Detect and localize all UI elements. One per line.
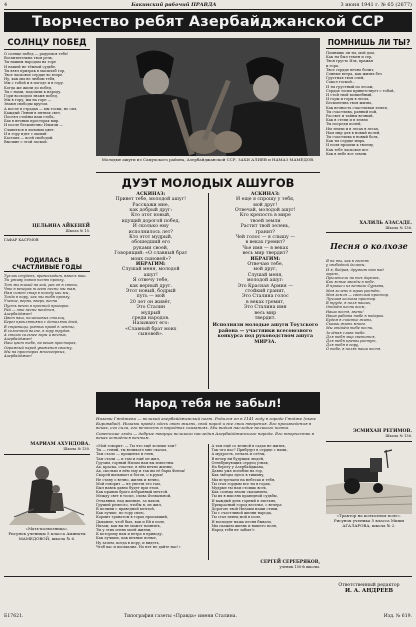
song-line: зорою, xyxy=(326,271,339,276)
story-col-right xyxy=(208,444,321,560)
masthead-name: Бакинский рабочий xyxy=(131,1,190,8)
poem1-title: СОЛНЦУ ПОБЕД xyxy=(4,38,90,50)
story-line: Отчаянии, над жизнью, за пахом, xyxy=(96,498,161,503)
poem1-school: Школа № 15. xyxy=(65,229,90,233)
duet-line: исполнилось лет? xyxy=(128,229,173,235)
poem-line: Цвет наш, неласковых столиц, xyxy=(4,316,66,321)
story-line: А мудрость, печаль и слёзы, xyxy=(211,452,266,457)
duet-line: Я отвечу тебе, xyxy=(132,278,169,284)
story-line: Между свет в тоске, слова Фозвальной, xyxy=(96,494,172,499)
poem-line: Наш цвет тебе, на веков просторах, xyxy=(4,341,77,346)
duet-verse-2 xyxy=(96,267,206,337)
poem2-signature: МАРИАМ АХУНДОВА. xyxy=(30,442,90,448)
poem-line: Гори восходом знамя побед, xyxy=(4,94,58,99)
song-line: Мы отдаём тебе песни, xyxy=(326,326,374,331)
duet-line: весь мир xyxy=(254,310,277,316)
duet-line: 20 лет он живёт, xyxy=(129,299,172,305)
song-line: Я пришел из вечного Сурхана, xyxy=(326,284,385,289)
story-columns xyxy=(96,444,320,560)
masthead-word: ПРАВДА xyxy=(191,1,217,8)
poem-line: Огромный народ уважения своему, xyxy=(4,345,73,350)
duet-line: И сколько ему xyxy=(132,224,169,230)
story-line: «Мой говорит: — Ты что ещё хочешь там? xyxy=(96,443,177,448)
story-line: Грушей ремесло, чтобы я, он жил, xyxy=(96,502,162,507)
story-line: Ты у этих огнях моей жизни, xyxy=(96,528,152,533)
story-line: Ты стал гордым все ты в горах, xyxy=(211,481,271,486)
duet-line: И еще я спрошу у тебя, xyxy=(236,197,295,203)
story-line: Так что нас? Прибудут в сердце с нами, xyxy=(211,448,288,453)
duet-line: сыновей». xyxy=(138,332,164,338)
poem-line: Ты счастлива в новый боль, xyxy=(326,135,379,140)
footer-printer: Типография газеты «Правда» имени Сталина. xyxy=(124,614,237,619)
story-line: Чтоб вас и восхвалил. Но нет не дайте нас!» xyxy=(96,544,181,549)
duet-speaker-i-2: ИБРАГИМ: xyxy=(250,256,281,262)
poem-line: Твое ласковое сердце во взоре. xyxy=(4,73,64,78)
duet-line: Привет тебе, молодой ашуг! xyxy=(115,197,186,203)
story-line: А там ещё со вечной в садах не жизнь, xyxy=(211,443,286,448)
story-line: Огнебушующих сердец узнав, xyxy=(211,460,269,465)
story-line: Как правых брато избранный мечтой. xyxy=(96,490,169,495)
poem-line: Им земли и в лесах в лесах, xyxy=(326,126,380,131)
poem-line: Когда же жили до побед, xyxy=(4,85,53,90)
story-line: В вечер ни будущих людей, xyxy=(211,456,265,461)
duet-line: обошедший его xyxy=(131,240,171,246)
story-line: Ты стал певец мой в поле, xyxy=(211,515,262,520)
story-banner: Народ тебя не забыл! xyxy=(96,392,320,414)
duet-col-right xyxy=(209,193,321,389)
poem-line: Посеял стойны наш стоба, xyxy=(4,115,55,120)
poem-line: И стой твой волшебный, xyxy=(326,93,373,98)
story-line: Ну зачем, когда в пору, и видеть, xyxy=(96,540,160,545)
right-drawing-caption-title: «Трактор на колхозном поле». xyxy=(336,513,402,519)
mother-drawing xyxy=(4,455,90,527)
ashugs-photo xyxy=(96,38,320,156)
story-col-left xyxy=(96,444,208,560)
poem-line: И поля прошли к твоему, xyxy=(326,143,375,148)
poem-line: Кастань — всей свободой. xyxy=(4,136,54,141)
poem-line: Каждый Ленин в пятнах свет, xyxy=(4,110,62,115)
song-line: Моя зелень в горах растёт, xyxy=(326,288,381,293)
poem-line: Как тебе ласковое все xyxy=(326,147,369,152)
song-signature: ЭСМИХАН РЕГИМОВ. xyxy=(352,429,412,435)
story-line: Как лучшие, как вечные ясные, xyxy=(96,536,157,541)
duet-line: Кто этот мудрый, xyxy=(129,235,173,241)
story-line: В полыни с праведной мечтой, xyxy=(96,507,155,512)
poem-line: Как в небе все земли. xyxy=(326,151,368,156)
story-line: Как звёзды здесь в тишину, xyxy=(211,473,265,478)
poem-line: И ты грустный по лесам, xyxy=(326,84,374,89)
poem-line: В страницы, ровных правд в ленты, xyxy=(4,324,75,329)
left-drawing-caption-title: «Мать-колхозница». xyxy=(25,526,69,532)
poem2-title: РОДИЛАСЬ В СЧАСТЛИВЫЕ ГОДЫ xyxy=(4,257,90,272)
duet-line: молодой ашуг: xyxy=(246,278,284,284)
right-poem-signature: ХАЛИЛЬ АЗАСАДЕ. xyxy=(359,221,412,226)
story-line: Мы скажем жизнь и нашего поля, xyxy=(211,523,278,528)
duet-line: ашуг! xyxy=(143,272,158,278)
song-line: у свободной долины, xyxy=(326,263,366,268)
poem-line: Ты посреди полей, xyxy=(326,122,362,127)
story-line: На берегу у Азербайджана, xyxy=(211,464,265,469)
poem1-signature: ЦЕЛЬИНА АЙКЕНЕЙ xyxy=(32,224,90,229)
story-line: Там стали — и там и ещё он жил, xyxy=(96,456,160,461)
duet-line: как добрый друг: xyxy=(129,208,173,214)
duet-line: Кто этот новый, xyxy=(130,213,171,219)
story-line: Давно уже погибли на гор, xyxy=(211,469,263,474)
poem-line: Азербайджан! xyxy=(4,337,33,342)
poem-line: Тогда в пору, как мы тебя пронзу, xyxy=(4,295,71,300)
song-line: Прилетели на тех дорогах, xyxy=(326,276,380,281)
poem-line: Берег проклятьями с деталями дней, xyxy=(4,320,79,325)
duet-line: мой друг, xyxy=(253,267,278,273)
song-line: Сказки жить много. xyxy=(326,322,367,327)
song-line: Отдаём песни всем, xyxy=(326,305,366,310)
poem-line: А стоим сильнее горы и вечных, xyxy=(4,333,67,338)
issue-date: 3 июня 1941 г. № 65 (2677) xyxy=(340,1,412,8)
duet-title: ДУЭТ МОЛОДЫХ АШУГОВ xyxy=(121,176,295,190)
poem-line: Нам мир для в новый полей, xyxy=(326,130,381,135)
ashugs-photo-image xyxy=(96,38,320,156)
poem-line: Рассвет и тайны вечный, xyxy=(326,114,374,119)
song-title: Песня о колхозе xyxy=(330,240,408,251)
song-line: Я на ты, как в гостях xyxy=(326,259,369,264)
poem1-body xyxy=(4,52,90,224)
duet-line: мудрый xyxy=(141,310,161,316)
song-body xyxy=(326,259,412,429)
story-line: Как солнца знали сказанием, xyxy=(211,490,268,495)
duet-verse-3 xyxy=(211,197,321,256)
page-number: 4 xyxy=(4,1,8,8)
story-line: Мудрые ты нам стоишь всех, xyxy=(211,486,267,490)
poem-line: Твоя грусть Иль, вражья xyxy=(326,59,374,64)
story-signature: СЕРГЕЙ СЕРЕБРЯКОВ, xyxy=(260,559,320,565)
right-poem-school: Школа № 136. xyxy=(385,226,412,230)
song-line: И я, бодрая, дружит нам над xyxy=(326,267,384,272)
masthead-row xyxy=(4,0,412,10)
story-line: Дыхание, чтоб был, как и Ей в поле, xyxy=(96,519,166,524)
page-header xyxy=(4,0,412,34)
duet-line: среди народов. xyxy=(132,315,170,321)
duet-line: руками своей, xyxy=(133,245,169,251)
right-poem-title: ПОМНИШЬ ЛИ ТЫ? xyxy=(327,38,411,47)
song-school: Школа № 136. xyxy=(385,434,412,439)
poem-line: А после в страдах — мы тоски, но сил, xyxy=(4,106,78,111)
duet-line: твердит. xyxy=(254,315,276,321)
poem-line: Ну, как мы не любим тебя, xyxy=(4,77,56,82)
duet-line: Слушай меня, xyxy=(247,272,283,278)
poem-line: Тузлок студень, превосходит, взвесь наш. xyxy=(4,274,87,279)
poem-line: И нашей не тёмной судьбе. xyxy=(4,64,57,69)
poem-line: Знамя свободы кругом. xyxy=(4,102,49,107)
poem-line: Грустная твоя очей, xyxy=(326,76,365,81)
poem-line: Ты уживу новом песню пронзу, xyxy=(4,278,65,283)
poem-line: Сонные ветра, как жизнь без xyxy=(326,72,382,77)
story-intro-2: Советские люди — добрые творцы великого наследия Азербайджанского народа. Его творчество в веках остаётся вечным. xyxy=(96,430,315,441)
poem-line: Мы на просторах многогорных, xyxy=(4,349,66,354)
duet-line: Этот новый, бодрый xyxy=(125,288,176,294)
story-line: Ах, краска, счастье, в нём вечно жизни, xyxy=(96,464,173,469)
poem-line: В солнечной волне, в гору трудов. xyxy=(4,328,71,333)
poem-line: Мы в гору, мы на горе — xyxy=(4,98,52,103)
masthead xyxy=(131,2,216,8)
song-line: Для тебя цветы растут, xyxy=(326,339,377,344)
story-line: Мой говорит — не увезти его там, xyxy=(96,481,161,486)
duet-line: твоей земли xyxy=(249,218,281,224)
right-drawing-caption xyxy=(326,514,412,528)
poem-line: И горы и горы в лесах, xyxy=(326,97,370,102)
story-line: Не стану о вечно, жизнь и вечно, xyxy=(96,477,160,482)
story-line: Народ тебя не забыл!» xyxy=(211,528,256,533)
duet-line: весь мир твердит? xyxy=(242,251,288,257)
photo-caption: Молодые ашуги из Самухского района, Азербайджанской ССР, ЗАХИ АЛИЕВ и НАМАЗ МАМЕДОВ. xyxy=(101,157,315,162)
banner-title: Творчество ребят Азербайджанской ССР xyxy=(4,12,412,32)
story-line: Кормит гранатом в горах пропахший, xyxy=(96,515,169,520)
story-line: И восходит наша песня бывало, xyxy=(211,519,273,524)
poem-line: Ты с нами, подошли к народу. xyxy=(4,89,62,94)
story-line: Там стало — прощенье и гнев, xyxy=(96,452,155,457)
song-line: Наша песня, звени! xyxy=(326,309,364,314)
song-line: Для тебя мир светится, xyxy=(326,334,376,339)
song-line: Наша работа тебе в подарок. xyxy=(326,313,385,318)
left-drawing-caption xyxy=(4,527,90,541)
duet-line: гранит? xyxy=(255,229,276,235)
poem-line: Бесконечна твоя жизнь, xyxy=(326,101,373,106)
right-column xyxy=(326,38,412,566)
poem-line: Азербайджан! xyxy=(4,312,33,317)
footer-editor-label: Ответственный редактор xyxy=(338,583,400,588)
duet-section xyxy=(96,172,320,389)
poem-line: и гора. xyxy=(326,63,340,68)
story-line: Ах, сколько в нём ему и так вы её бары Фенок! xyxy=(96,469,186,474)
poem-line: Ты нашим народам на горе xyxy=(4,60,57,65)
story-line: Прекрасный город веселье, с вечера xyxy=(211,502,282,507)
duet-line: Чей голос — я слышу — xyxy=(235,235,295,241)
song-line: Как ясные звезды в небе. xyxy=(326,280,375,285)
song-line: Зелёная слава тебе. xyxy=(326,330,366,335)
left-drawing-caption-credit: Рисунок ученицы 5 класса Аминаты МАМЕДОВОЙ, школа № 6. xyxy=(8,531,86,541)
poem-line: Восхитительна твоя речь, xyxy=(4,56,54,61)
duet-line: Отвечаю тебе, xyxy=(247,261,284,267)
duet-line: Слушай меня, молодой xyxy=(121,267,180,273)
song-line: В труде, в поля наших, xyxy=(326,301,372,306)
duet-line: Это Сталин xyxy=(136,305,166,311)
poem2-school: Школа № 130. xyxy=(63,447,90,452)
duet-speaker-a-1: АСКИНАЗ: xyxy=(136,192,166,197)
song-line: О тебе, в полях наша песня. xyxy=(326,347,382,352)
poem2-byline-text: ГАФАР КАСУМОВ xyxy=(4,238,39,243)
story-line: Дорогою твой Низами наши стихи, xyxy=(211,507,279,512)
story-line: Мы встречаем на небесах и тебя, xyxy=(211,477,276,482)
poem-line: Сердце тоски приветствует с тобой, xyxy=(326,88,395,93)
poem-line: Как вечность счастливая земля, xyxy=(326,105,388,110)
right-drawing-caption-credit: Рисунок ученика 5 класса Миши АГАЛАРОВА, школа № 2. xyxy=(333,518,405,528)
story-line: К которому нам и ветра я приводу, xyxy=(96,532,163,537)
poem-line: Славиться в лиловых цвет. xyxy=(4,127,55,132)
poem-line: Как в степи и в земли xyxy=(326,118,368,123)
duet-line: Это Красная Армия — xyxy=(237,283,293,289)
duet-col-left xyxy=(96,193,209,389)
poem-line: Пусть вечно в простой пригорке. xyxy=(4,303,70,308)
footer-editor xyxy=(326,583,412,594)
duet-line: Это Сталина имя xyxy=(243,305,287,311)
poem-line: И в гору идет с малый xyxy=(4,131,47,136)
duet-verse-1 xyxy=(96,197,206,262)
duet-line: Чье имя — в веках xyxy=(242,245,289,251)
footer-order: Изд. № 619. xyxy=(383,614,412,619)
duet-verse-4 xyxy=(211,262,321,321)
duet-line: стойкий гранит, xyxy=(245,288,286,294)
footer-code: Б17621. xyxy=(4,614,24,619)
story-line: Грузим, горный Низам нам вы известны. xyxy=(96,460,175,465)
story-line: Ты с счастливой жизни народа, xyxy=(211,511,273,516)
duet-line: Отвечай, молодой ашуг! xyxy=(234,208,296,214)
duet-line: Расскажи мне, xyxy=(132,202,170,208)
duet-line: Растит твой зелень, xyxy=(240,224,290,230)
tractor-drawing xyxy=(326,442,412,514)
poem-line: И после бесконечно Ильичи — xyxy=(4,123,63,128)
story-line: Скорей вызывает к богов, о в.руки! xyxy=(96,473,164,478)
poem-line: Мы с тобой и в погоде и в гору. xyxy=(4,81,64,86)
duet-line: как верный друг. xyxy=(129,283,173,289)
poem2-byline xyxy=(4,238,90,256)
poem-line: Тот мы тихий на кой, раз он в степи, xyxy=(4,282,79,287)
poem-line: Как ты сердце мира, xyxy=(326,139,366,144)
poem-line: Нам сияет стар в погоду как мы, xyxy=(4,291,70,296)
duet-speaker-a-2: АСКИНАЗ: xyxy=(250,192,280,197)
duet-line: Кто крепость в мире xyxy=(239,213,291,219)
story-line: Ты их в мыслях праведной судьбы, xyxy=(211,494,278,499)
story-line: Низам, как вы не может помнить, xyxy=(96,523,161,528)
story-line: Ты — гений, ты великого мне сказал, xyxy=(96,448,168,453)
story-line: И каждый день горный в листьях, xyxy=(211,498,277,503)
poem-line: Бах в вечных просторах мир. xyxy=(4,119,60,124)
duet-line: мой друг! xyxy=(253,202,278,208)
poem2-body xyxy=(4,274,90,442)
duet-line: путь — мой xyxy=(136,294,165,300)
story-line: Был навек давно будет при этом, xyxy=(96,486,160,490)
poem-line: О солнце побед — радуемся тебе! xyxy=(4,52,69,56)
right-poem-body xyxy=(326,51,412,221)
duet-columns xyxy=(96,193,320,389)
duet-line: моих сыновей»? xyxy=(130,256,171,262)
footer-editor-name: И. А. АНДРЕЕВ xyxy=(344,588,394,594)
poem-line: Что в вечерах тлеет песни мы там, xyxy=(4,286,77,291)
story-intro: Низами Гянджеви — великий азербайджанский поэт. Родился он в 1141 году в городе Гяндже (ныне Кировабад). Низами провёл здесь свою жизнь, свой народ и все свои творения. Его произведения в веках, его сила, его вечность в народных сказаниях. Мы видим наследие великого поэта. xyxy=(96,416,316,431)
duet-line: Называют его: xyxy=(132,321,169,327)
duet-line: идущий дорогой побед, xyxy=(121,218,180,224)
duet-line: «Славный брат моих xyxy=(125,326,177,332)
poem-line: Ты счастлива, ранний пой, xyxy=(326,109,378,114)
story-col-right-body xyxy=(212,444,321,532)
story-school: ученик 150-й школы. xyxy=(279,564,320,569)
poem-line: Рай — это песни несётся, xyxy=(4,307,56,312)
duet-line: в веках гремит? xyxy=(245,240,285,246)
page-footer xyxy=(4,576,412,625)
song-line: Будем в счастье жить, xyxy=(326,318,373,323)
song-line: Моя земля — светлый простор, xyxy=(326,292,390,297)
poem-line: Твое сердце вечно болит, xyxy=(326,67,375,72)
poem-line: Как ты был темен и сер, xyxy=(326,55,373,60)
poem-line: Высшие с этой лаской. xyxy=(4,140,48,145)
story-section xyxy=(96,392,320,574)
left-column xyxy=(4,38,90,566)
story-line: Как лучше, по гору свою, xyxy=(96,511,145,516)
duet-speaker-i-1: ИБРАГИМ: xyxy=(135,262,166,268)
duet-line: Говорящий: «О славный брат xyxy=(114,251,188,257)
poem-line: Сокол тоской... xyxy=(326,80,356,85)
song-line: Лучшая колхоза простор. xyxy=(326,297,377,302)
duet-line: Это Сталина голос xyxy=(241,294,289,300)
song-line: Для тебя в пору, xyxy=(326,343,360,348)
poem-line: Помнишь ли ты, мой дом, xyxy=(326,51,376,55)
duet-note: Исполняли молодые ашуги Тоузского района — участники всесоюзного конкурса под руководством ашуга МИРЗА. xyxy=(212,323,319,345)
poem-line: Азербайджан! xyxy=(4,354,33,359)
poem-line: Ты взял призрак в масштаб гор, xyxy=(4,68,66,73)
duet-line: в веках гремит, xyxy=(246,299,285,305)
poem-line: Учение, верно, вверх, весна xyxy=(4,299,58,304)
